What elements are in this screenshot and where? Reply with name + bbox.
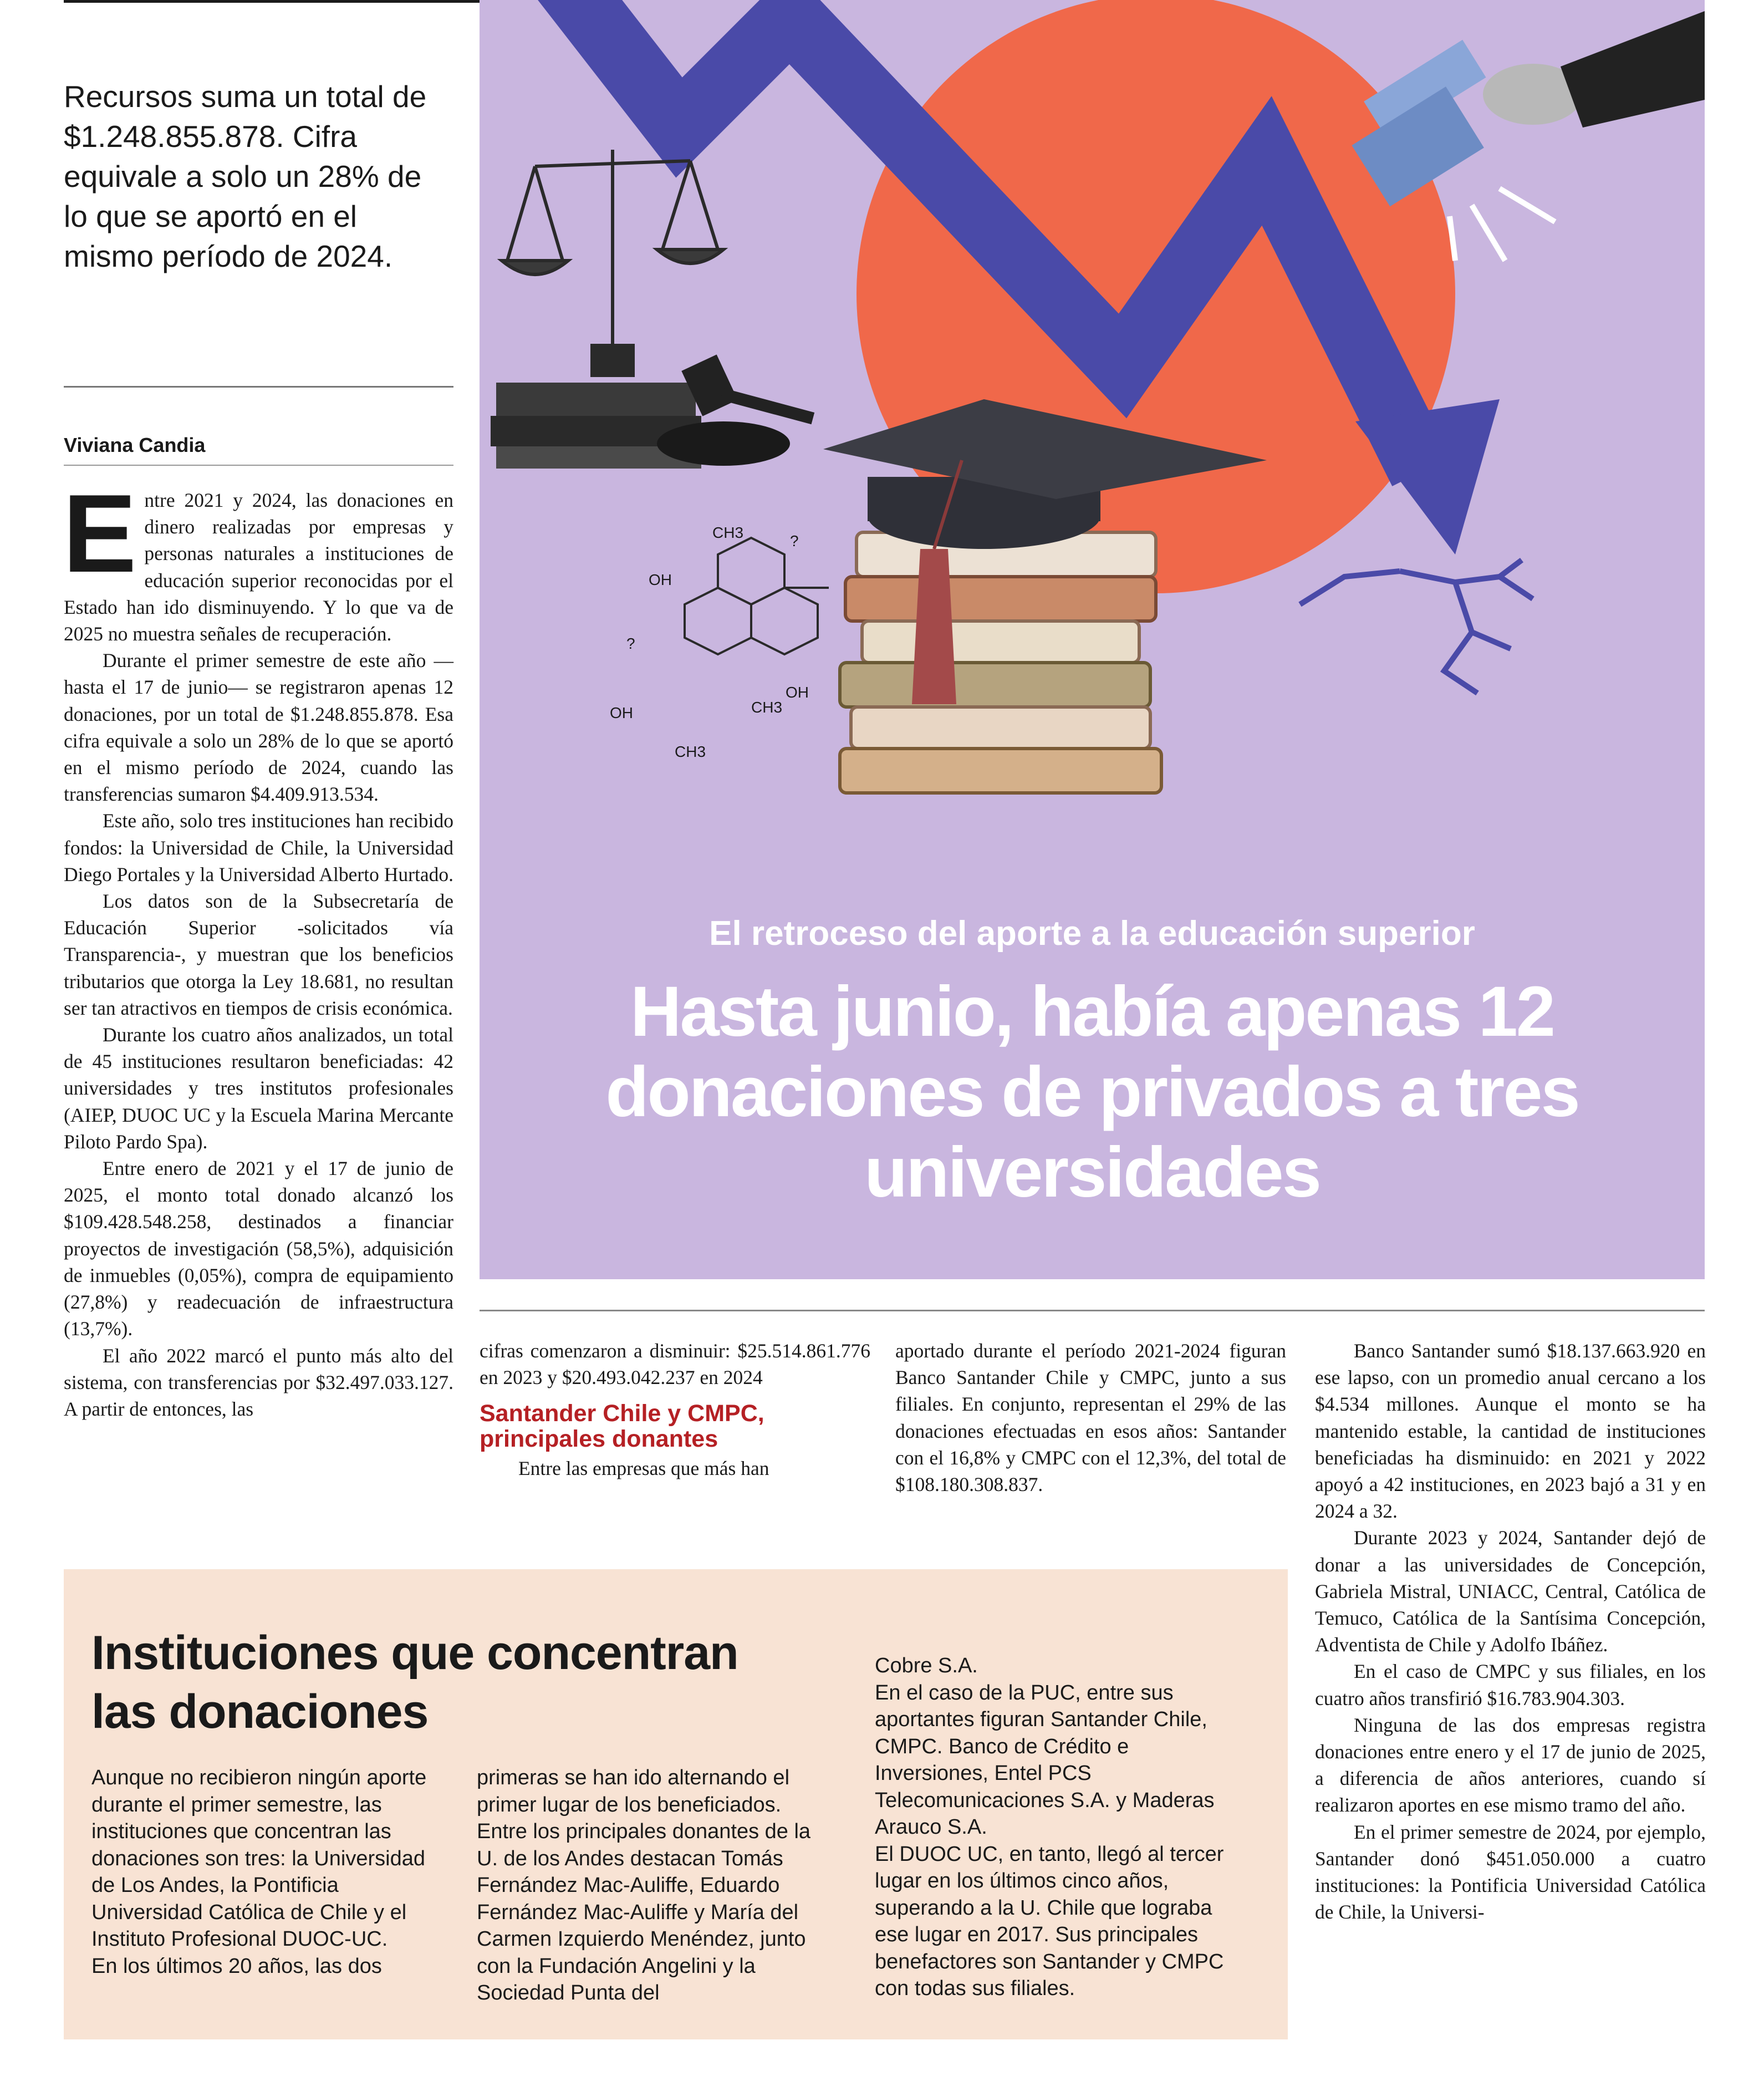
- top-rule: [64, 0, 480, 3]
- paragraph: El DUOC UC, en tanto, llegó al tercer lugar en los últimos cinco años, superando a la U. Chile que lograba ese lugar en 2017. Sus principales benefactores son Santander y CMPC con todas sus filiales.: [875, 1842, 1224, 2000]
- paragraph: Banco Santander sumó $18.137.663.920 en ese lapso, con un promedio anual cercano a los $4.534 millones. Aunque el monto se ha mantenido estable, la cantidad de instituciones beneficiadas ha disminuido: en 2021 y 2022 apoyó a 42 instituciones, en 2023 bajó a 31 y en 2024 a 32.: [1315, 1340, 1706, 1523]
- molecule-icon: [685, 538, 829, 654]
- paragraph: En el primer semestre de 2024, por ejemplo, Santander donó $451.050.000 a cuatro instituciones: la Pontificia Universidad Católica de Chile, la Universi-: [1315, 1820, 1706, 1924]
- molecule-label: CH3: [675, 743, 706, 760]
- molecule-labels: [610, 524, 809, 760]
- paragraph: Durante el primer semestre de este año —hasta el 17 de junio— se registraron apenas 12 donaciones, por un total de $1.248.855.878. Esa cifra equivale a solo un 28% de lo que se aportó en el mismo período de 2024, cuando las transferencias sumaron $4.409.913.534.: [64, 649, 453, 806]
- molecule-label: OH: [610, 704, 633, 721]
- dropcap: E: [63, 472, 137, 596]
- crack-icon: [1300, 560, 1533, 693]
- box-column-2: [477, 1764, 837, 2007]
- hero-divider: [480, 1310, 1705, 1311]
- molecule-label: OH: [649, 571, 672, 588]
- paragraph: El año 2022 marcó el punto más alto del sistema, con transferencias por $32.497.033.127. A partir de entonces, las: [64, 1344, 453, 1420]
- paragraph: Durante los cuatro años analizados, un total de 45 instituciones resultaron beneficiadas: 42 universidades y tres institutos profesionales (AIEP, DUOC UC y la Escuela Marina Mercante Piloto Pardo Spa).: [64, 1024, 453, 1153]
- sidebar-box: [64, 1569, 1288, 2039]
- scales-icon: [502, 150, 723, 355]
- paragraph: Ninguna de las dos empresas registra donaciones entre enero y el 17 de junio de 2025, a diferencia de años anteriores, cuando sí realizaron aportes en ese mismo tramo del año.: [1315, 1713, 1706, 1817]
- byline-divider: [64, 465, 453, 466]
- headline: Hasta junio, había apenas 12 donaciones de privados a tres universidades: [605, 972, 1579, 1212]
- article-column-2: [480, 1337, 870, 1482]
- molecule-label: ?: [790, 532, 799, 550]
- article-deck: Recursos suma un total de $1.248.855.878. Cifra equivale a solo un 28% de lo que se aportó en el mismo período de 2024.: [64, 79, 427, 273]
- article-column-4: [1315, 1337, 1706, 1925]
- deck-divider: [64, 386, 453, 388]
- article-column-1: [63, 472, 453, 1422]
- paragraph: Cobre S.A.: [875, 1654, 978, 1677]
- paragraph: ntre 2021 y 2024, las donaciones en dinero realizadas por empresas y personas naturales a instituciones de educación superior reconocidas por el Estado han ido disminuyendo. Y lo que va de 2025 no muestra señales de recuperación.: [64, 489, 453, 645]
- paragraph: primeras se han ido alternando el primer lugar de los beneficiados. Entre los principales donantes de la U. de los Andes destacan Tomás Fernández Mac-Auliffe, Eduardo Fernández Mac-Auliffe y María del Carmen Izquierdo Menéndez, junto con la Fundación Angelini y la Sociedad Punta del: [477, 1766, 811, 2004]
- paragraph: En el caso de la PUC, entre sus aportantes figuran Santander Chile, CMPC. Banco de Crédito e Inversiones, Entel PCS Telecomunicaciones S.A. y Maderas Arauco S.A.: [875, 1681, 1215, 1839]
- paragraph: Este año, solo tres instituciones han recibido fondos: la Universidad de Chile, la Universidad Diego Portales y la Universidad Alberto Hurtado.: [64, 810, 453, 886]
- scales-base-icon: [590, 344, 635, 377]
- paragraph: En los últimos 20 años, las dos: [91, 1954, 382, 1978]
- article-column-3: [895, 1337, 1286, 1498]
- molecule-label: OH: [786, 684, 809, 701]
- paragraph: Entre las empresas que más han: [518, 1457, 769, 1480]
- byline: Viviana Candia: [64, 434, 206, 456]
- subhead: Santander Chile y CMPC, principales donantes: [480, 1400, 764, 1453]
- molecule-label: CH3: [712, 524, 744, 541]
- paragraph: Durante 2023 y 2024, Santander dejó de donar a las universidades de Concepción, Gabriela Mistral, UNIACC, Central, Católica de Temuco, Católica de la Santísima Concepción, Adventista de Chile y Adolfo Ibáñez.: [1315, 1527, 1706, 1656]
- paragraph: aportado durante el período 2021-2024 figuran Banco Santander Chile y CMPC, junto a sus filiales. En conjunto, representan el 29% de las donaciones efectuadas en esos años: Santander con el 16,8% y CMPC con el 12,3%, del total de $108.180.308.837.: [895, 1340, 1286, 1496]
- hero-illustration: [480, 0, 1705, 1279]
- paragraph: Entre enero de 2021 y el 17 de junio de 2025, el monto total donado alcanzó los $109.428.548.258, destinados a financiar proyectos de investigación (58,5%), adquisición de inmuebles (0,05%), compra de equipamiento (27,8%) y readecuación de infraestructura (13,7%).: [64, 1157, 453, 1340]
- paragraph: Los datos son de la Subsecretaría de Educación Superior -solicitados vía Transparencia-, y muestran que los beneficios tributarios que otorga la Ley 18.681, no resultan ser tan atractivos en tiempos de crisis económica.: [64, 890, 453, 1019]
- paragraph: cifras comenzaron a disminuir: $25.514.861.776 en 2023 y $20.493.042.237 en 2024: [480, 1340, 870, 1389]
- box-title: Instituciones que concentran las donaciones: [91, 1626, 738, 1738]
- paragraph: En el caso de CMPC y sus filiales, en los cuatro años transfirió $16.783.904.303.: [1315, 1660, 1706, 1709]
- box-column-1: [91, 1764, 452, 1980]
- kicker: El retroceso del aporte a la educación superior: [709, 914, 1475, 953]
- molecule-label: CH3: [751, 699, 783, 716]
- molecule-label: ?: [626, 635, 635, 652]
- book-stack-icon: [840, 532, 1161, 793]
- paragraph: Aunque no recibieron ningún aporte durante el primer semestre, las instituciones que concentran las donaciones son tres: la Universidad de Los Andes, la Pontificia Universidad Católica de Chile y el Instituto Profesional DUOC-UC.: [91, 1766, 427, 1951]
- box-column-3: [875, 1652, 1235, 2002]
